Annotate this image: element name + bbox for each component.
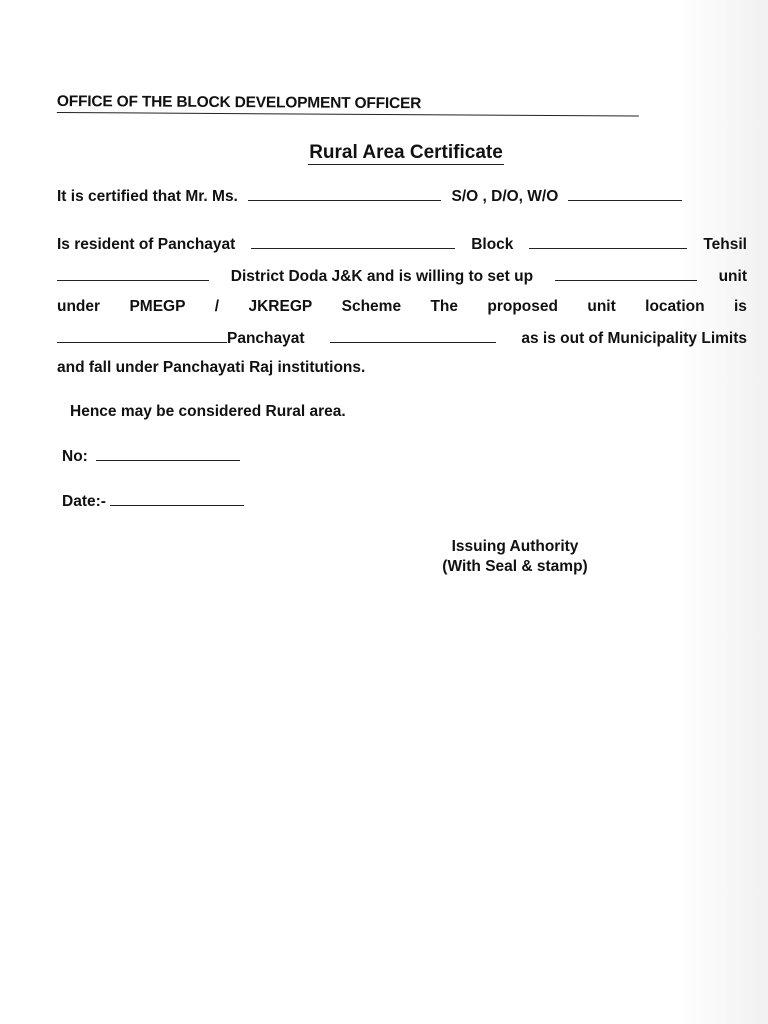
panchayat-blank [251,248,455,249]
row-number [62,448,752,466]
seal-stamp-text: (With Seal & stamp) [442,558,588,575]
word: unit [587,298,616,315]
word: JKREGP [248,298,313,315]
name-blank [248,200,441,201]
municipality-text: as is out of Municipality Limits [521,330,747,347]
district-text: District Doda J&K and is willing to set up [230,268,534,285]
row-date [62,493,752,511]
no-label: No: [62,448,88,465]
row-scheme [57,298,747,316]
row-panchayati-raj [57,359,747,377]
date-label: Date:- [62,493,106,510]
unit-text: unit [718,268,747,285]
block-text: Block [471,236,514,253]
office-heading: OFFICE OF THE BLOCK DEVELOPMENT OFFICER [57,93,639,117]
location-blank [57,342,227,343]
hence-text: Hence may be considered Rural area. [70,403,346,420]
relation-text: S/O , D/O, W/O [451,188,559,205]
location-panchayat [57,330,305,348]
resident-text: Is resident of Panchayat [57,236,236,253]
word: is [733,298,747,315]
row-hence [70,403,760,421]
unit-blank [555,280,697,281]
no-blank [96,460,240,461]
certificate-title-text: Rural Area Certificate [309,142,503,163]
issuing-authority-block [430,537,600,577]
row-resident [57,236,747,254]
panchayat-name-blank [330,342,496,343]
panchayat-text: Panchayat [227,330,305,347]
certified-text: It is certified that Mr. Ms. [57,188,238,205]
word: The [430,298,458,315]
relation-blank [568,200,682,201]
certificate-title [0,142,768,164]
word: under [57,298,101,315]
word: Scheme [341,298,402,315]
tehsil-blank [57,280,209,281]
block-blank [529,248,687,249]
row-district [57,268,747,286]
word: location [645,298,705,315]
row-certified [57,188,747,206]
issuing-authority-text: Issuing Authority [451,538,579,555]
panchayati-raj-text: and fall under Panchayati Raj institutions. [57,359,366,376]
word: PMEGP [129,298,186,315]
tehsil-text: Tehsil [703,236,747,253]
word: / [214,298,220,315]
row-location [57,330,747,348]
word: proposed [487,298,558,315]
date-blank [110,505,244,506]
